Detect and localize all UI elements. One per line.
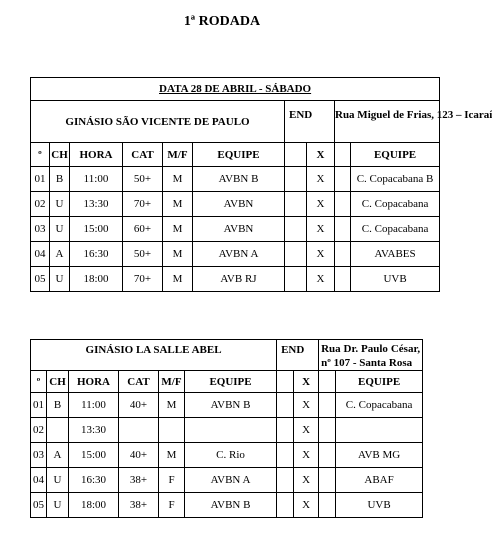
- table-header-row: [31, 371, 423, 393]
- cell-num: 01: [31, 393, 47, 418]
- cell-team-away: UVB: [336, 493, 423, 518]
- header-ch: CH: [47, 371, 69, 393]
- cell-cat: 50+: [123, 167, 163, 192]
- header-mf: M/F: [163, 143, 193, 167]
- cell-cat: [119, 418, 159, 443]
- cell-num: 01: [31, 167, 50, 192]
- cell-ch: U: [47, 493, 69, 518]
- cell-team-home: AVBN: [193, 192, 285, 217]
- cell-team-away: AVB MG: [336, 443, 423, 468]
- cell-team-home: AVB RJ: [193, 267, 285, 292]
- cell-mf: M: [163, 267, 193, 292]
- header-ch: CH: [50, 143, 70, 167]
- cell-blank: [319, 418, 336, 443]
- cell-blank: [319, 493, 336, 518]
- cell-x: X: [307, 217, 335, 242]
- cell-team-away: [336, 418, 423, 443]
- page-title: 1ª RODADA: [183, 14, 261, 29]
- table-row: [31, 167, 440, 192]
- cell-ch: U: [47, 468, 69, 493]
- cell-ch: A: [47, 443, 69, 468]
- cell-blank: [277, 468, 294, 493]
- cell-team-home: C. Rio: [185, 443, 277, 468]
- cell-blank: [335, 167, 351, 192]
- cell-x: X: [294, 393, 319, 418]
- header-cat: CAT: [123, 143, 163, 167]
- cell-num: 03: [31, 443, 47, 468]
- cell-ch: U: [50, 217, 70, 242]
- cell-hora: 16:30: [69, 468, 119, 493]
- cell-team-away: ABAF: [336, 468, 423, 493]
- cell-blank: [335, 242, 351, 267]
- cell-blank: [285, 192, 307, 217]
- cell-x: X: [294, 493, 319, 518]
- cell-blank: [277, 418, 294, 443]
- cell-hora: 18:00: [69, 493, 119, 518]
- cell-team-home: AVBN A: [185, 468, 277, 493]
- cell-team-home: AVBN B: [193, 167, 285, 192]
- header-blank: [335, 143, 351, 167]
- cell-x: X: [307, 167, 335, 192]
- header-x: X: [307, 143, 335, 167]
- venue-name: GINÁSIO LA SALLE ABEL: [31, 340, 277, 371]
- header-cat: CAT: [119, 371, 159, 393]
- date-heading: DATA 28 DE ABRIL - SÁBADO: [31, 78, 440, 101]
- cell-team-away: C. Copacabana: [351, 192, 440, 217]
- table-row: [31, 443, 423, 468]
- header-equipe-away: EQUIPE: [336, 371, 423, 393]
- header-equipe-away: EQUIPE: [351, 143, 440, 167]
- cell-team-home: AVBN A: [193, 242, 285, 267]
- table-row: [31, 493, 423, 518]
- cell-mf: F: [159, 468, 185, 493]
- cell-team-away: UVB: [351, 267, 440, 292]
- cell-blank: [335, 192, 351, 217]
- cell-ch: B: [47, 393, 69, 418]
- schedule-table-1: [30, 77, 492, 292]
- header-equipe-home: EQUIPE: [185, 371, 277, 393]
- cell-blank: [319, 393, 336, 418]
- cell-mf: F: [159, 493, 185, 518]
- cell-blank: [285, 217, 307, 242]
- cell-x: X: [294, 443, 319, 468]
- schedule-table-2: [30, 339, 423, 518]
- header-hora: HORA: [69, 371, 119, 393]
- cell-cat: 60+: [123, 217, 163, 242]
- table-row: [31, 393, 423, 418]
- cell-blank: [277, 443, 294, 468]
- cell-blank: [285, 242, 307, 267]
- cell-mf: M: [163, 192, 193, 217]
- cell-ch: U: [50, 267, 70, 292]
- cell-team-home: AVBN B: [185, 393, 277, 418]
- cell-mf: M: [163, 217, 193, 242]
- cell-mf: [159, 418, 185, 443]
- cell-mf: M: [163, 167, 193, 192]
- cell-hora: 11:00: [70, 167, 123, 192]
- cell-team-home: AVBN B: [185, 493, 277, 518]
- cell-blank: [277, 493, 294, 518]
- cell-cat: 70+: [123, 192, 163, 217]
- table-row: [31, 468, 423, 493]
- table-row: [31, 418, 423, 443]
- cell-num: 05: [31, 493, 47, 518]
- cell-blank: [319, 443, 336, 468]
- cell-team-away: AVABES: [351, 242, 440, 267]
- cell-cat: 38+: [119, 468, 159, 493]
- venue-address: Rua Miguel de Frias, 123 – Icaraí: [335, 101, 440, 143]
- cell-x: X: [307, 192, 335, 217]
- header-blank: [277, 371, 294, 393]
- table-row: [31, 242, 440, 267]
- cell-cat: 70+: [123, 267, 163, 292]
- table-row: [31, 192, 440, 217]
- cell-ch: [47, 418, 69, 443]
- cell-cat: 40+: [119, 443, 159, 468]
- cell-num: 05: [31, 267, 50, 292]
- cell-ch: U: [50, 192, 70, 217]
- header-blank: [319, 371, 336, 393]
- cell-x: X: [307, 242, 335, 267]
- cell-hora: 11:00: [69, 393, 119, 418]
- header-x: X: [294, 371, 319, 393]
- cell-team-away: C. Copacabana B: [351, 167, 440, 192]
- address-label: END: [285, 101, 335, 143]
- cell-ch: B: [50, 167, 70, 192]
- header-equipe-home: EQUIPE: [193, 143, 285, 167]
- cell-hora: 18:00: [70, 267, 123, 292]
- cell-num: 02: [31, 192, 50, 217]
- cell-cat: 38+: [119, 493, 159, 518]
- header-hora: HORA: [70, 143, 123, 167]
- cell-blank: [319, 468, 336, 493]
- table-row: [31, 217, 440, 242]
- cell-hora: 15:00: [69, 443, 119, 468]
- cell-cat: 40+: [119, 393, 159, 418]
- cell-team-away: C. Copacabana: [351, 217, 440, 242]
- venue-address: Rua Dr. Paulo César, nº 107 - Santa Rosa: [319, 340, 423, 371]
- cell-hora: 16:30: [70, 242, 123, 267]
- cell-team-away: C. Copacabana: [336, 393, 423, 418]
- cell-blank: [285, 267, 307, 292]
- cell-hora: 15:00: [70, 217, 123, 242]
- cell-blank: [277, 393, 294, 418]
- cell-hora: 13:30: [69, 418, 119, 443]
- header-mf: M/F: [159, 371, 185, 393]
- cell-x: X: [307, 267, 335, 292]
- cell-num: 04: [31, 242, 50, 267]
- header-num: º: [31, 143, 50, 167]
- cell-hora: 13:30: [70, 192, 123, 217]
- cell-ch: A: [50, 242, 70, 267]
- cell-x: X: [294, 468, 319, 493]
- cell-blank: [285, 167, 307, 192]
- table-header-row: [31, 143, 440, 167]
- cell-x: X: [294, 418, 319, 443]
- cell-blank: [335, 267, 351, 292]
- cell-mf: M: [159, 393, 185, 418]
- address-label: END: [277, 340, 319, 371]
- header-num: º: [31, 371, 47, 393]
- cell-cat: 50+: [123, 242, 163, 267]
- table-row: [31, 267, 440, 292]
- cell-num: 03: [31, 217, 50, 242]
- cell-num: 04: [31, 468, 47, 493]
- cell-mf: M: [159, 443, 185, 468]
- cell-mf: M: [163, 242, 193, 267]
- venue-name: GINÁSIO SÃO VICENTE DE PAULO: [31, 101, 285, 143]
- cell-num: 02: [31, 418, 47, 443]
- header-blank: [285, 143, 307, 167]
- cell-blank: [335, 217, 351, 242]
- cell-team-home: [185, 418, 277, 443]
- cell-team-home: AVBN: [193, 217, 285, 242]
